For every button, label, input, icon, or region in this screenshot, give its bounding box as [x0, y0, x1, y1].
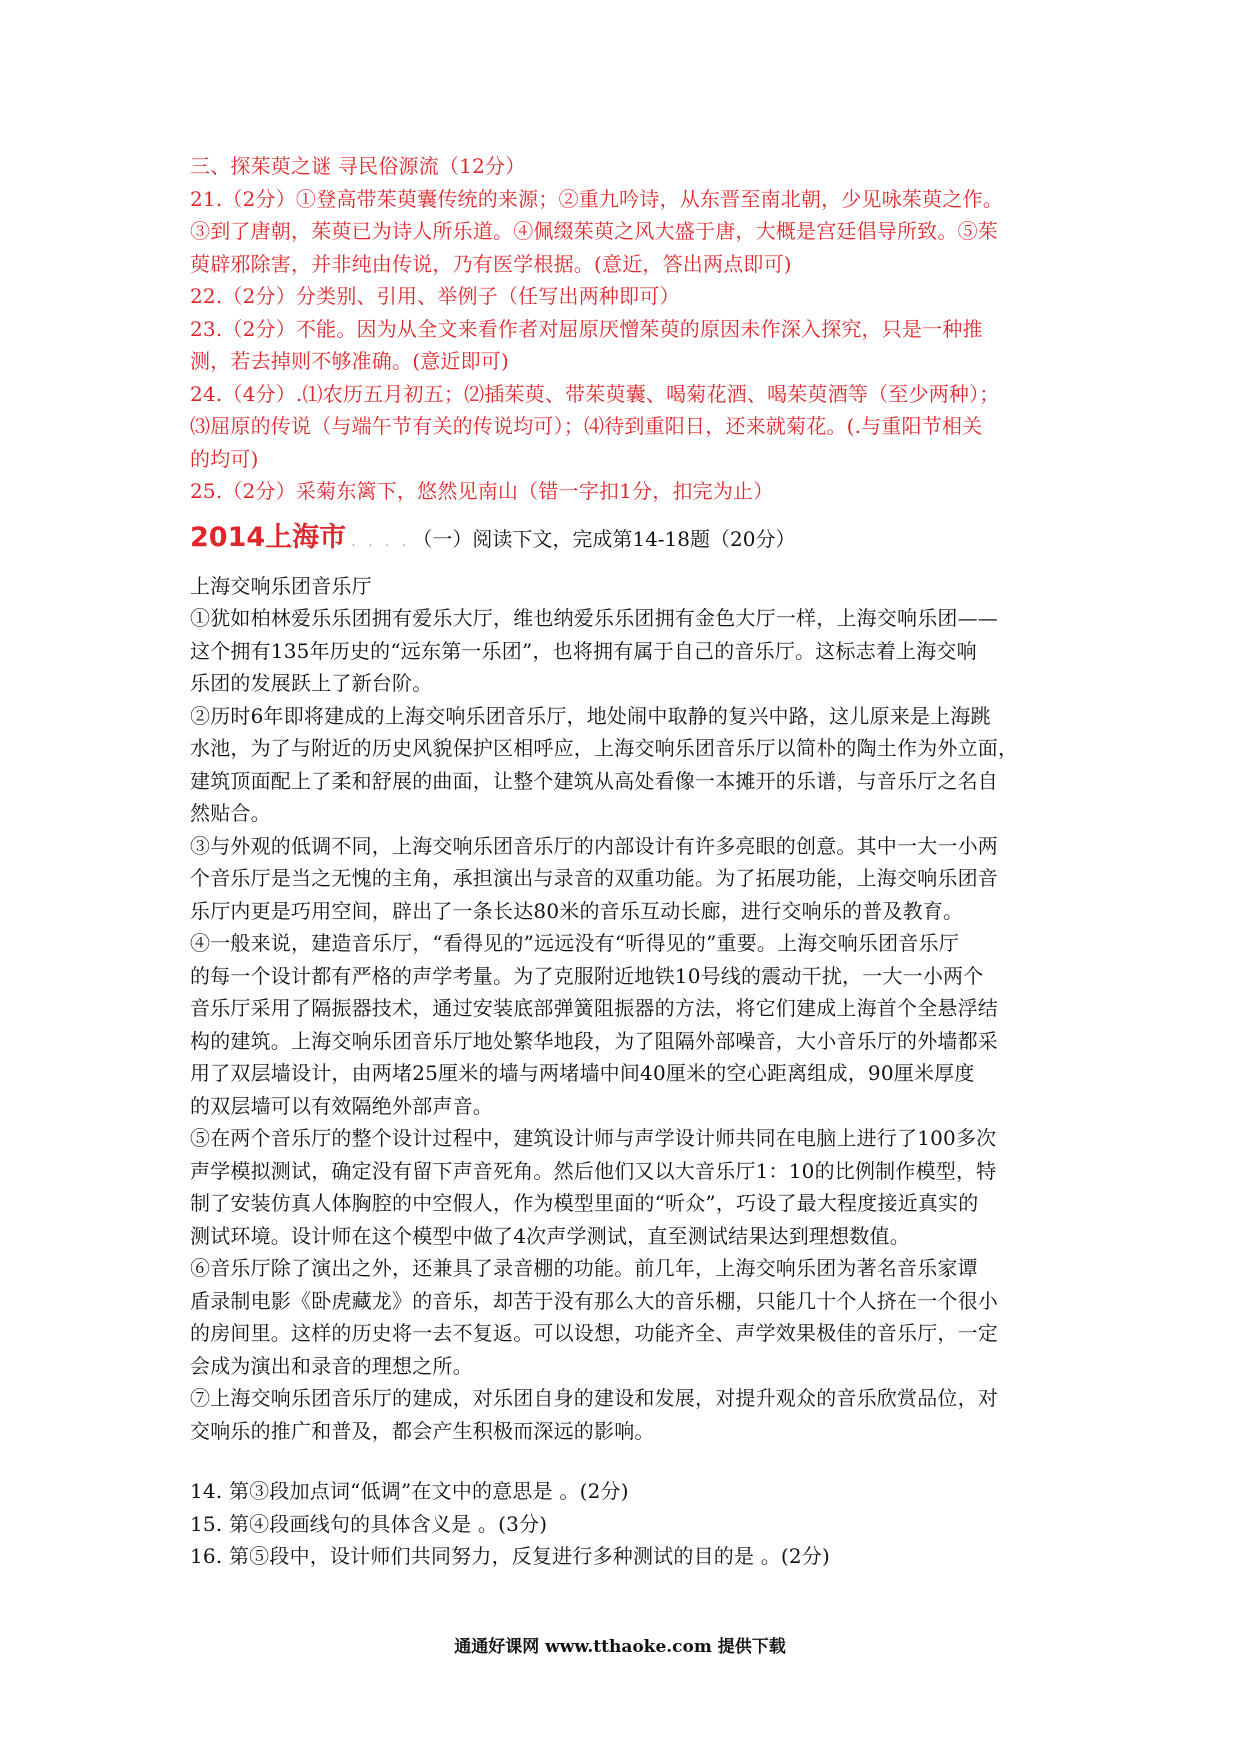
article-line: ②历时6年即将建成的上海交响乐团音乐厅，地处闹中取静的复兴中路，这儿原来是上海跳 — [190, 703, 991, 728]
article-line: 水池，为了与附近的历史风貌保护区相呼应，上海交响乐团音乐厅以简朴的陶土作为外立面， — [190, 736, 1019, 760]
article-title: 上海交响乐团音乐厅 — [190, 573, 372, 598]
answer-line: ⑶屈原的传说（与端午节有关的传说均可）；⑷待到重阳日，还来就菊花。(.与重阳节相关 — [190, 414, 983, 438]
section-dots: . . . . — [351, 533, 411, 550]
question-item: 15. 第④段画线句的具体含义是 。(3分) — [190, 1511, 548, 1536]
article-line: ⑦上海交响乐团音乐厅的建成，对乐团自身的建设和发展，对提升观众的音乐欣赏品位，对 — [190, 1386, 998, 1410]
section-instruction: （一）阅读下文，完成第14-18题（20分） — [412, 526, 796, 551]
article-line: ⑥音乐厅除了演出之外，还兼具了录音棚的功能。前几年，上海交响乐团为著名音乐家谭 — [190, 1256, 978, 1280]
section-title — [190, 516, 1060, 560]
article-line: ③与外观的低调不同，上海交响乐团音乐厅的内部设计有许多亮眼的创意。其中一大一小两 — [190, 833, 998, 858]
article-line: 测试环境。设计师在这个模型中做了4次声学测试，直至测试结果达到理想数值。 — [190, 1223, 910, 1248]
section-year-city: 2014上海市 — [190, 521, 347, 553]
article-line: 盾录制电影《卧虎藏龙》的音乐，却苦于没有那么大的音乐棚，只能几十个人挤在一个很小 — [190, 1288, 998, 1313]
answer-line: 24.（4分）.⑴农历五月初五；⑵插茱萸、带茱萸囊、喝菊花酒、喝茱萸酒等（至少两种）； — [190, 381, 1000, 406]
article-line: 的房间里。这样的历史将一去不复返。可以设想，功能齐全、声学效果极佳的音乐厅，一定 — [190, 1321, 998, 1345]
article-line: 的每一个设计都有严格的声学考量。为了克服附近地铁10号线的震动干扰，一大一小两个 — [190, 963, 984, 988]
answers-heading: 三、探茱萸之谜 寻民俗源流（12分） — [190, 154, 526, 178]
answer-line: 25.（2分）采菊东篱下，悠然见南山（错一字扣1分，扣完为止） — [190, 479, 774, 503]
answer-line: 21.（2分）①登高带茱萸囊传统的来源；②重九吟诗，从东晋至南北朝，少见咏茱萸之作。 — [190, 186, 1003, 211]
article-line: ①犹如柏林爱乐乐团拥有爱乐大厅，维也纳爱乐乐团拥有金色大厅一样，上海交响乐团—— — [190, 606, 998, 630]
answers-block — [190, 150, 1060, 508]
article-line: 的双层墙可以有效隔绝外部声音。 — [190, 1093, 493, 1118]
question-item: 14. 第③段加点词“低调”在文中的意思是 。(2分) — [190, 1479, 629, 1503]
article-line: 构的建筑。上海交响乐团音乐厅地处繁华地段，为了阻隔外部噪音，大小音乐厅的外墙都采 — [190, 1028, 998, 1053]
page-footer: 通通好课网 www.tthaoke.com 提供下载 — [454, 1637, 786, 1657]
article-line: 这个拥有135年历史的“远东第一乐团”，也将拥有属于自己的音乐厅。这标志着上海交响 — [190, 638, 977, 663]
article-line: 建筑顶面配上了柔和舒展的曲面，让整个建筑从高处看像一本摊开的乐谱，与音乐厅之名自 — [190, 768, 998, 793]
article-line: ⑤在两个音乐厅的整个设计过程中，建筑设计师与声学设计师共同在电脑上进行了100多次 — [190, 1126, 997, 1150]
article-line: 声学模拟测试，确定没有留下声音死角。然后他们又以大音乐厅1：10的比例制作模型，特 — [190, 1158, 997, 1183]
article-line: 乐厅内更是巧用空间，辟出了一条长达80米的音乐互动长廊，进行交响乐的普及教育。 — [190, 898, 964, 923]
article-line: 用了双层墙设计，由两堵25厘米的墙与两堵墙中间40厘米的空心距离组成，90厘米厚度 — [190, 1061, 975, 1085]
article-line: 制了安装仿真人体胸腔的中空假人，作为模型里面的“听众”，巧设了最大程度接近真实的 — [190, 1191, 979, 1215]
article-line: 交响乐的推广和普及，都会产生积极而深远的影响。 — [190, 1418, 655, 1443]
answer-line: 23.（2分）不能。因为从全文来看作者对屈原厌憎茱萸的原因未作深入探究，只是一种推 — [190, 316, 983, 341]
article-line: 然贴合。 — [190, 801, 271, 825]
questions — [190, 1475, 1060, 1573]
answer-line: 的均可) — [190, 446, 259, 471]
article-line: 音乐厅采用了隔振器技术，通过安装底部弹簧阻振器的方法，将它们建成上海首个全悬浮结 — [190, 996, 998, 1020]
page-content — [190, 150, 1060, 1573]
answer-line: 22.（2分）分类别、引用、举例子（任写出两种即可） — [190, 284, 680, 308]
article — [190, 570, 1060, 1448]
answer-line: 测，若去掉则不够准确。(意近即可) — [190, 349, 510, 373]
answer-line: 萸辟邪除害，并非纯由传说，乃有医学根据。(意近，答出两点即可) — [190, 251, 792, 276]
question-item: 16. 第⑤段中，设计师们共同努力，反复进行多种测试的目的是 。(2分) — [190, 1544, 831, 1568]
article-line: ④一般来说，建造音乐厅，“看得见的”远远没有“听得见的”重要。上海交响乐团音乐厅 — [190, 931, 959, 955]
article-line: 乐团的发展跃上了新台阶。 — [190, 671, 433, 695]
article-line: 个音乐厅是当之无愧的主角，承担演出与录音的双重功能。为了拓展功能，上海交响乐团音 — [190, 866, 998, 890]
answer-line: ③到了唐朝，茱萸已为诗人所乐道。④佩缀茱萸之风大盛于唐，大概是宫廷倡导所致。⑤茱 — [190, 219, 998, 243]
article-line: 会成为演出和录音的理想之所。 — [190, 1353, 473, 1378]
